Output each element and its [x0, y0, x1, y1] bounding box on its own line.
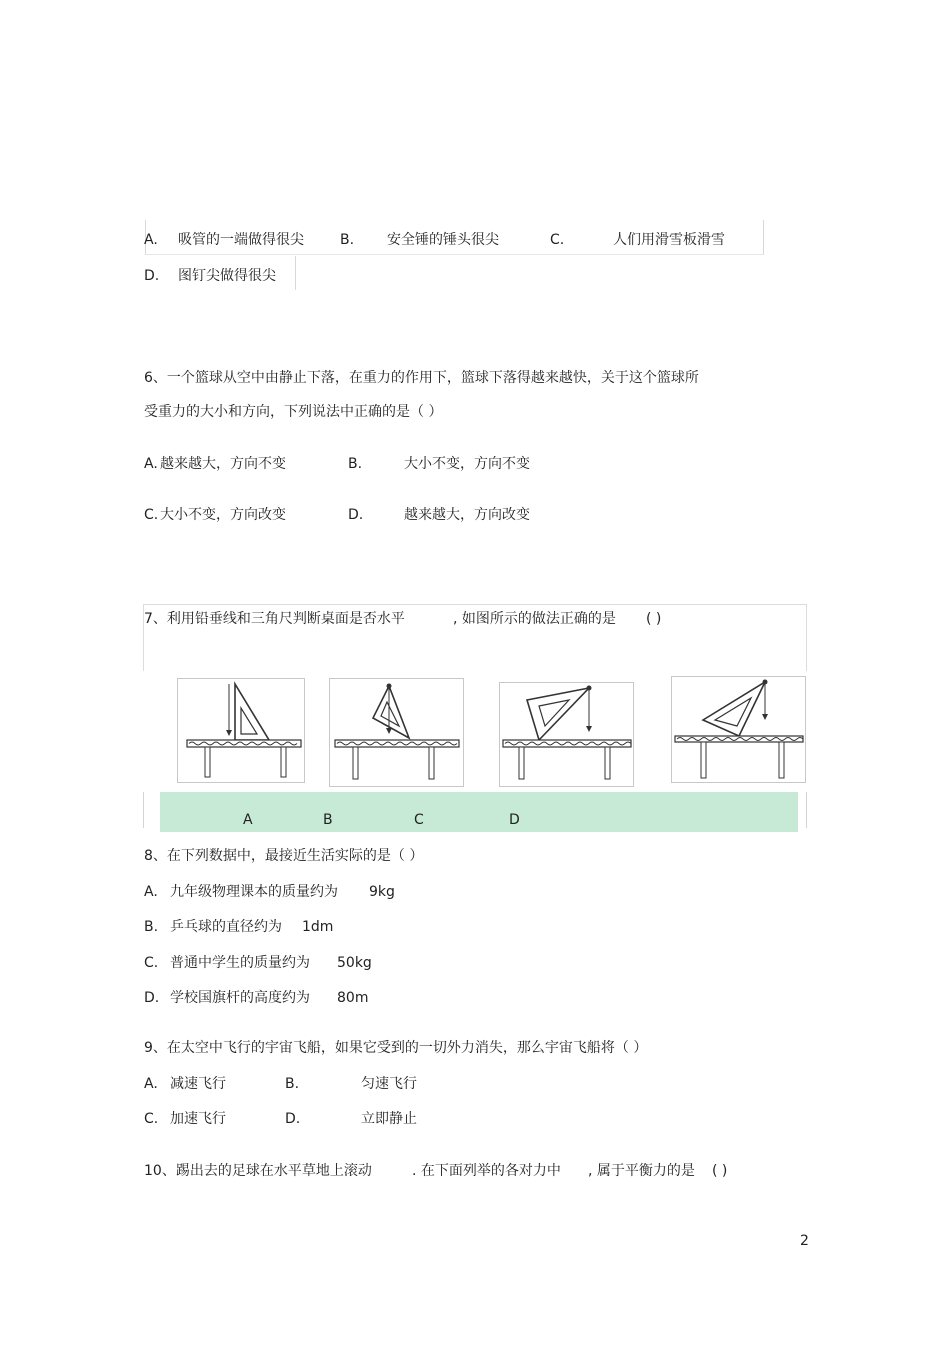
q8-stem: 8、在下列数据中，最接近生活实际的是（ ）: [144, 848, 424, 864]
q7-figure-a: [177, 676, 305, 784]
q9-stem: 9、在太空中飞行的宇宙飞船，如果它受到的一切外力消失，那么宇宙飞船将（ ）: [144, 1040, 648, 1056]
q5-option-c-text: 人们用滑雪板滑雪: [613, 232, 725, 248]
q6-option-b-text: 大小不变，方向不变: [404, 456, 530, 472]
q9-option-c-letter: C.: [144, 1111, 159, 1127]
q7-figure-d: [671, 676, 807, 784]
q8-option-b-text: 乒乓球的直径约为: [170, 919, 282, 935]
q6-option-a-letter: A.: [144, 456, 158, 472]
q7-stem-part1: 7、利用铅垂线和三角尺判断桌面是否水平: [144, 611, 405, 627]
q6-stem-line1: 6、一个篮球从空中由静止下落，在重力的作用下，篮球下落得越来越快，关于这个篮球所: [144, 370, 699, 386]
q7-figure-b: [329, 676, 465, 788]
q9-option-a-letter: A.: [144, 1076, 158, 1092]
q7-label-band-left-edge: [143, 792, 144, 828]
q10-stem-bracket: ( ): [712, 1163, 728, 1179]
q5-option-d-letter: D.: [144, 268, 160, 284]
q9-option-a-text: 减速飞行: [170, 1076, 226, 1092]
q5-option-d-text: 图钉尖做得很尖: [178, 268, 276, 284]
q10-stem-part2: . 在下面列举的各对力中: [412, 1163, 561, 1179]
q7-stem-part2: , 如图所示的做法正确的是: [453, 611, 616, 627]
q9-option-b-letter: B.: [285, 1076, 300, 1092]
q5-option-a-letter: A.: [144, 232, 158, 248]
q8-option-b-letter: B.: [144, 919, 159, 935]
q5-option-b-text: 安全锤的锤头很尖: [387, 232, 499, 248]
q7-figure-label-a: A: [243, 812, 253, 828]
q8-option-d-letter: D.: [144, 990, 160, 1006]
q6-option-a-text: 越来越大，方向不变: [160, 456, 286, 472]
q6-option-d-text: 越来越大，方向改变: [404, 507, 530, 523]
q6-stem-line2: 受重力的大小和方向，下列说法中正确的是（ ）: [144, 404, 443, 420]
q5-option-a-text: 吸管的一端做得很尖: [178, 232, 304, 248]
q9-option-d-text: 立即静止: [361, 1111, 417, 1127]
q8-option-c-text: 普通中学生的质量约为: [170, 955, 310, 971]
q10-stem-part3: , 属于平衡力的是: [588, 1163, 695, 1179]
q6-option-c-text: 大小不变，方向改变: [160, 507, 286, 523]
q6-option-c-letter: C.: [144, 507, 159, 523]
page-number: 2: [800, 1233, 809, 1249]
q9-option-b-text: 匀速飞行: [361, 1076, 417, 1092]
q7-figure-label-b: B: [323, 812, 333, 828]
q8-option-c-value: 50kg: [337, 955, 372, 971]
q6-option-b-letter: B.: [348, 456, 363, 472]
q5-option-c-letter: C.: [550, 232, 565, 248]
q7-figure-label-d: D: [509, 812, 520, 828]
q8-option-d-value: 80m: [337, 990, 369, 1006]
q8-option-a-text: 九年级物理课本的质量约为: [170, 884, 338, 900]
q7-stem-bracket: ( ): [646, 611, 662, 627]
q8-option-a-value: 9kg: [369, 884, 395, 900]
q7-figure-label-c: C: [414, 812, 424, 828]
q7-figure-c: [499, 676, 635, 788]
q9-option-c-text: 加速飞行: [170, 1111, 226, 1127]
q7-label-band-right-edge: [806, 792, 807, 828]
q9-option-d-letter: D.: [285, 1111, 301, 1127]
q6-option-d-letter: D.: [348, 507, 364, 523]
q8-option-c-letter: C.: [144, 955, 159, 971]
q8-option-a-letter: A.: [144, 884, 158, 900]
q10-stem-part1: 10、踢出去的足球在水平草地上滚动: [144, 1163, 372, 1179]
q8-option-b-value: 1dm: [302, 919, 334, 935]
q7-figure-label-band: [160, 792, 798, 832]
q5-option-b-letter: B.: [340, 232, 355, 248]
q8-option-d-text: 学校国旗杆的高度约为: [170, 990, 310, 1006]
